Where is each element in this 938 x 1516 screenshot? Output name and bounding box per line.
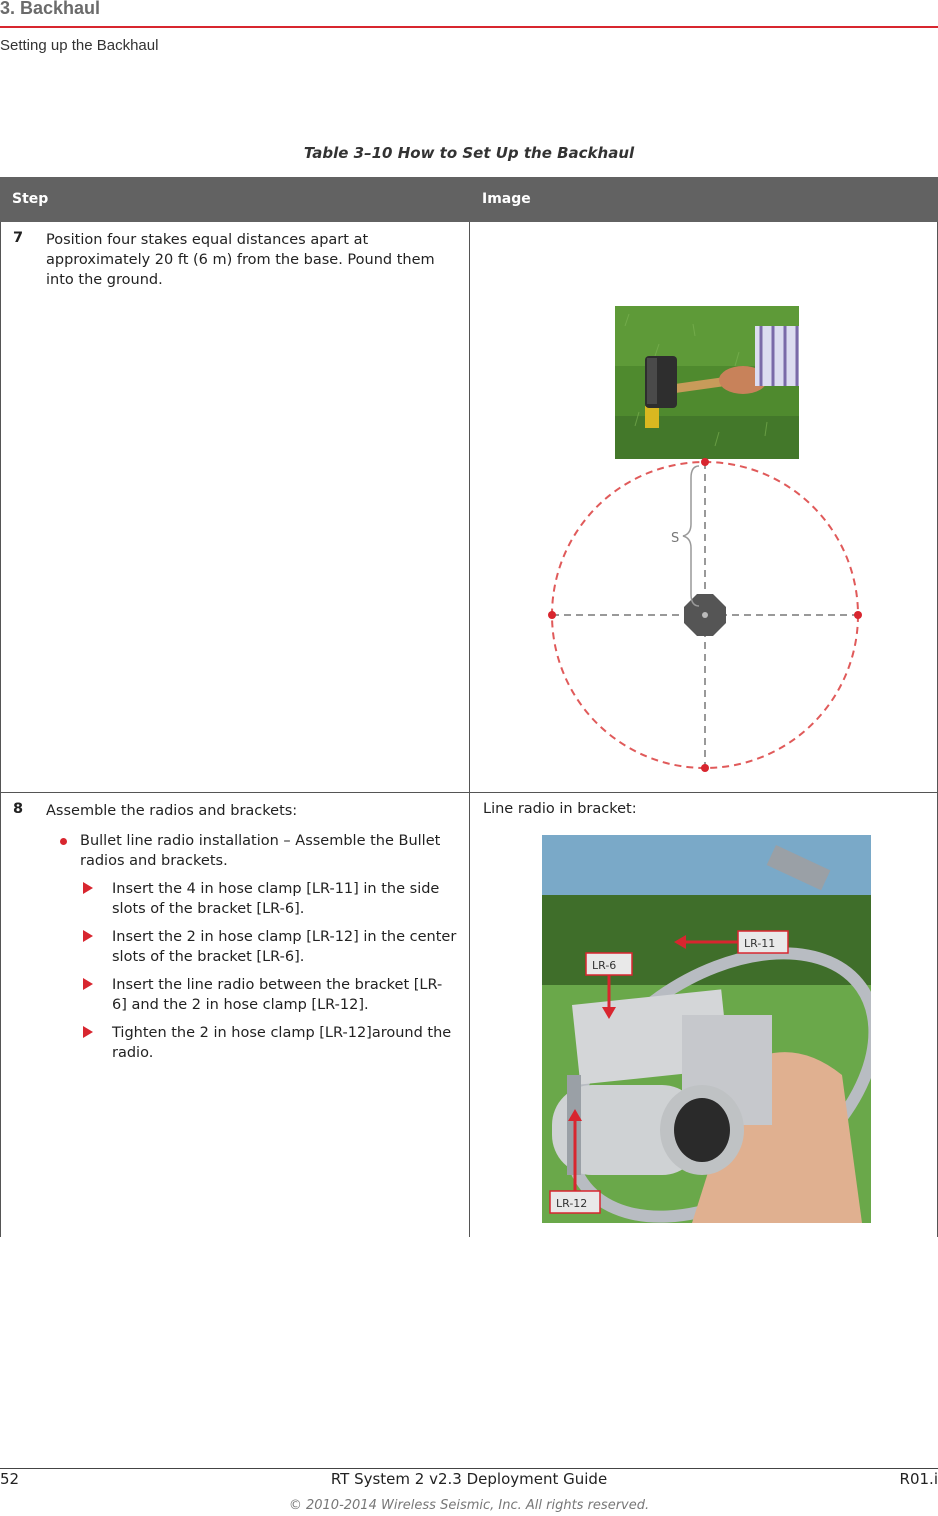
line-radio-bracket-photo (542, 835, 871, 1223)
document-title: RT System 2 v2.3 Deployment Guide (330, 1470, 608, 1488)
step-text: Position four stakes equal distances apart at approximately 20 ft (6 m) from the base. Pound them into the ground. (46, 232, 435, 288)
arrow-right-icon (83, 1026, 93, 1038)
substep-text: Tighten the 2 in hose clamp [LR-12]around the radio. (112, 1025, 452, 1061)
step-number: 7 (13, 230, 24, 246)
header-rule (0, 26, 938, 28)
chapter-title: 3. Backhaul (0, 0, 101, 18)
hammer-stake-photo (615, 306, 799, 459)
step-number: 8 (13, 801, 24, 817)
table-row (0, 222, 938, 793)
column-divider (469, 222, 470, 792)
bullet-icon (60, 838, 67, 845)
substep-text: Insert the line radio between the bracket [LR-6] and the 2 in hose clamp [LR-12]. (112, 977, 443, 1013)
photo-label-lr6: LR-6 (592, 959, 617, 972)
backhaul-table (0, 177, 938, 1237)
stake-layout-diagram (541, 458, 871, 784)
table-row (0, 793, 938, 1237)
footer-rule (0, 1468, 938, 1469)
arrow-right-icon (83, 882, 93, 894)
spacing-label: S (671, 531, 680, 546)
substep-text: Insert the 4 in hose clamp [LR-11] in the side slots of the bracket [LR-6]. (112, 881, 440, 917)
section-title: Setting up the Backhaul (0, 37, 159, 54)
substep-text: Insert the 2 in hose clamp [LR-12] in the center slots of the bracket [LR-6]. (112, 929, 457, 965)
table-header (0, 177, 938, 222)
column-header-image: Image (482, 191, 531, 207)
photo-label-lr11: LR-11 (744, 937, 776, 950)
arrow-right-icon (83, 930, 93, 942)
column-divider (469, 793, 470, 1237)
column-header-step: Step (12, 191, 49, 207)
revision: R01.i (899, 1470, 938, 1488)
image-label: Line radio in bracket: (483, 801, 637, 817)
page-number: 52 (0, 1470, 20, 1488)
arrow-right-icon (83, 978, 93, 990)
photo-label-lr12: LR-12 (556, 1197, 588, 1210)
bullet-text: Bullet line radio installation – Assemble the Bullet radios and brackets. (80, 833, 441, 869)
step-text: Assemble the radios and brackets: (46, 803, 298, 819)
table-caption: Table 3–10 How to Set Up the Backhaul (303, 144, 635, 162)
copyright: © 2010-2014 Wireless Seismic, Inc. All rights reserved. (288, 1498, 650, 1513)
